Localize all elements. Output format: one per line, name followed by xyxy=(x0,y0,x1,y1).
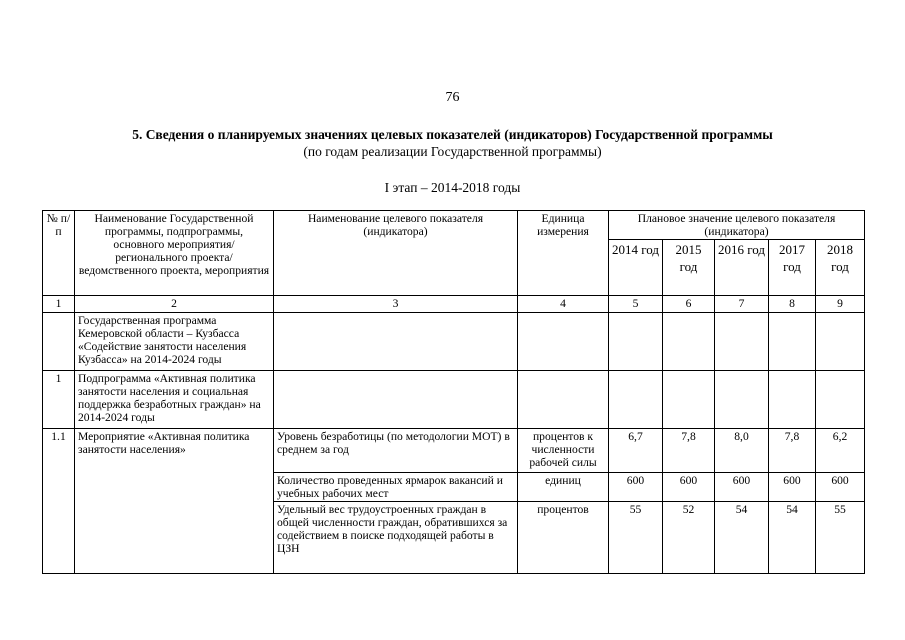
indicator-unit: процентов xyxy=(518,502,609,574)
column-number: 8 xyxy=(769,296,816,313)
indicator-value: 600 xyxy=(769,473,816,502)
indicator-name: Удельный вес трудоустроенных граждан в общей численности граждан, обратившихся за содействием в поиске подходящей работы в ЦЗН xyxy=(274,502,518,574)
indicator-value: 7,8 xyxy=(663,429,715,473)
document-title: 5. Сведения о планируемых значениях целевых показателей (индикаторов) Государственной программы xyxy=(132,127,773,142)
indicator-value: 6,2 xyxy=(816,429,865,473)
column-number: 5 xyxy=(609,296,663,313)
column-number: 6 xyxy=(663,296,715,313)
column-number: 1 xyxy=(43,296,75,313)
column-number: 3 xyxy=(274,296,518,313)
row-num xyxy=(43,313,75,371)
header-year: 2018 год xyxy=(816,240,865,296)
indicator-unit: процентов к численности рабочей силы xyxy=(518,429,609,473)
header-num: № п/п xyxy=(43,211,75,296)
header-year: 2015 год xyxy=(663,240,715,296)
column-number: 9 xyxy=(816,296,865,313)
indicator-value: 54 xyxy=(769,502,816,574)
indicator-value: 55 xyxy=(609,502,663,574)
header-program-name: Наименование Государственной программы, подпрограммы, основного мероприятия/регионального проекта/ведомственного проекта, мероприятия xyxy=(75,211,274,296)
header-year: 2014 год xyxy=(609,240,663,296)
indicator-row xyxy=(43,429,865,473)
header-planned-value: Плановое значение целевого показателя (индикатора) xyxy=(609,211,865,240)
indicator-name: Количество проведенных ярмарок вакансий и учебных рабочих мест xyxy=(274,473,518,502)
indicator-value: 8,0 xyxy=(715,429,769,473)
header-unit: Единица измерения xyxy=(518,211,609,296)
stage-label: I этап – 2014-2018 годы xyxy=(384,180,521,195)
table-header-row xyxy=(43,211,865,240)
column-number: 7 xyxy=(715,296,769,313)
row-num: 1 xyxy=(43,371,75,429)
program-row xyxy=(43,313,865,371)
indicator-value: 54 xyxy=(715,502,769,574)
indicator-value: 6,7 xyxy=(609,429,663,473)
document-subtitle: (по годам реализации Государственной программы) xyxy=(303,144,602,159)
indicator-value: 600 xyxy=(663,473,715,502)
indicators-table xyxy=(42,210,865,574)
indicator-unit: единиц xyxy=(518,473,609,502)
header-indicator-name: Наименование целевого показателя (индикатора) xyxy=(274,211,518,296)
activity-name: Мероприятие «Активная политика занятости населения» xyxy=(75,429,274,574)
row-num: 1.1 xyxy=(43,429,75,574)
indicator-name: Уровень безработицы (по методологии МОТ) в среднем за год xyxy=(274,429,518,473)
indicator-value: 52 xyxy=(663,502,715,574)
indicator-value: 600 xyxy=(715,473,769,502)
header-year: 2017 год xyxy=(769,240,816,296)
header-year: 2016 год xyxy=(715,240,769,296)
page-number: 76 xyxy=(445,90,460,105)
indicator-value: 600 xyxy=(609,473,663,502)
program-name: Государственная программа Кемеровской области – Кузбасса «Содействие занятости населения Кузбасса» на 2014-2024 годы xyxy=(75,313,274,371)
indicator-value: 55 xyxy=(816,502,865,574)
column-number: 2 xyxy=(75,296,274,313)
column-number: 4 xyxy=(518,296,609,313)
column-numbers-row xyxy=(43,296,865,313)
subprogram-row xyxy=(43,371,865,429)
indicator-value: 600 xyxy=(816,473,865,502)
indicator-value: 7,8 xyxy=(769,429,816,473)
subprogram-name: Подпрограмма «Активная политика занятости населения и социальная поддержка безработных граждан» на 2014-2024 годы xyxy=(75,371,274,429)
